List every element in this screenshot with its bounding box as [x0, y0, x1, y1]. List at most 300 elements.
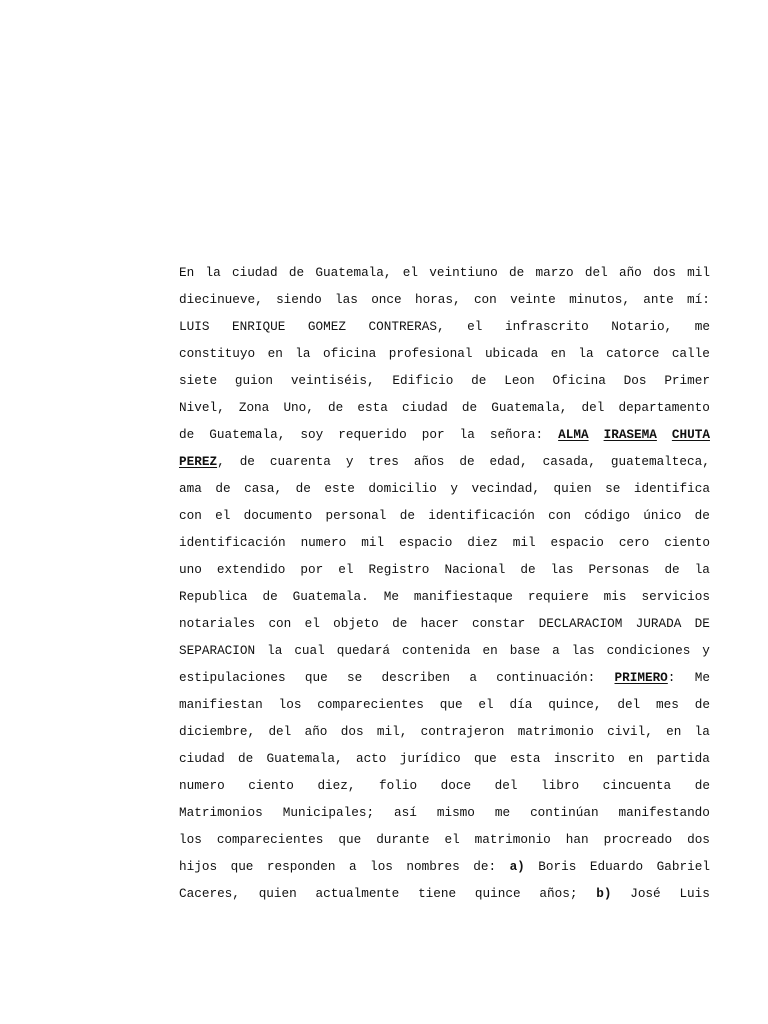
- text-run: de: [179, 427, 195, 442]
- word: [205, 262, 220, 289]
- text-run: de: [239, 454, 255, 469]
- word: [179, 289, 263, 316]
- word: [584, 505, 630, 532]
- text-run: diez: [467, 535, 498, 550]
- text-run: uno: [179, 562, 202, 577]
- word: [657, 748, 710, 775]
- text-run: manifestando: [618, 805, 710, 820]
- text-run: de: [288, 265, 305, 280]
- word: [346, 451, 354, 478]
- word: [389, 343, 473, 370]
- word: [326, 505, 387, 532]
- text-run: diciembre,: [179, 724, 256, 739]
- word: [469, 667, 477, 694]
- text-run: identificación: [179, 535, 286, 550]
- text-run: esta: [357, 400, 388, 415]
- word: [422, 424, 445, 451]
- text-run: y: [345, 454, 354, 469]
- text-run: la: [205, 265, 221, 280]
- text-run: el: [402, 265, 419, 280]
- text-run: cincuenta: [602, 778, 672, 793]
- text-run: de: [295, 481, 311, 496]
- text-run: dos: [687, 832, 710, 847]
- word: [179, 559, 202, 586]
- text-run: ama: [179, 481, 202, 496]
- text-run: Republica: [179, 589, 248, 604]
- text-run: edad,: [489, 454, 528, 469]
- text-run: veintiséis,: [290, 373, 375, 388]
- word: [496, 667, 595, 694]
- text-run: de: [694, 778, 710, 793]
- text-run: ENRIQUE: [232, 319, 286, 334]
- text-run: GOMEZ: [307, 319, 346, 334]
- word: [338, 424, 407, 451]
- text-run: mil: [361, 535, 385, 550]
- text-run: SEPARACION: [179, 643, 256, 658]
- text-run: DECLARACIOM: [538, 616, 623, 631]
- word: [296, 478, 311, 505]
- word: [276, 289, 322, 316]
- text-run: jurídico: [399, 751, 461, 766]
- word: [485, 343, 538, 370]
- word: [695, 694, 710, 721]
- text-run: así: [394, 805, 417, 820]
- word: [687, 829, 710, 856]
- text-run: guion: [234, 373, 273, 388]
- word: [421, 613, 459, 640]
- text-run: Personas: [588, 562, 650, 577]
- text-run: con: [268, 616, 292, 631]
- text-run: de: [664, 562, 680, 577]
- text-run: :: [667, 670, 676, 685]
- text-run: Uno,: [283, 400, 314, 415]
- word: [179, 397, 225, 424]
- word: [444, 559, 505, 586]
- text-run: Me: [383, 589, 399, 604]
- text-run: a: [348, 859, 357, 874]
- word: [179, 640, 255, 667]
- text-run: los: [179, 832, 202, 847]
- text-run: servicios: [641, 589, 710, 604]
- text-run: el: [215, 508, 231, 523]
- text-run: domicilio: [368, 481, 437, 496]
- text-run: de: [520, 562, 536, 577]
- text-run: folio: [379, 778, 418, 793]
- word: [510, 748, 540, 775]
- text-run: tiene: [418, 886, 457, 901]
- text-run: matrimonio: [474, 832, 551, 847]
- text-run: durante: [376, 832, 430, 847]
- word: [379, 775, 417, 802]
- text-run: día: [509, 697, 533, 712]
- word: [293, 586, 369, 613]
- text-line: [179, 505, 710, 532]
- text-run: procreado: [603, 832, 673, 847]
- word: [338, 829, 361, 856]
- text-run: ciudad: [402, 400, 448, 415]
- text-run: en: [666, 724, 682, 739]
- word: [510, 694, 533, 721]
- text-run: guatemalteca,: [610, 454, 710, 469]
- text-run: de: [399, 508, 415, 523]
- word: [653, 262, 676, 289]
- text-run: único: [643, 508, 682, 523]
- word: [589, 559, 650, 586]
- word: [406, 856, 459, 883]
- word: [179, 586, 248, 613]
- text-line: [179, 343, 710, 370]
- word: [611, 451, 710, 478]
- text-run: Edificio: [392, 373, 454, 388]
- word: [656, 694, 679, 721]
- word: [596, 883, 611, 910]
- text-run: esta: [510, 751, 541, 766]
- word: [232, 262, 278, 289]
- word: [371, 289, 401, 316]
- text-run: que: [439, 697, 463, 712]
- text-run: mil: [687, 265, 710, 280]
- word: [301, 532, 347, 559]
- word: [305, 613, 320, 640]
- word: [624, 370, 647, 397]
- word: [347, 667, 362, 694]
- text-run: casada,: [542, 454, 596, 469]
- word: [551, 343, 566, 370]
- text-run: por: [300, 562, 324, 577]
- word: [607, 721, 653, 748]
- text-run: en: [628, 751, 644, 766]
- text-run: mis: [603, 589, 627, 604]
- word: [217, 829, 324, 856]
- word: [402, 640, 471, 667]
- text-run: diecinueve,: [179, 292, 263, 307]
- word: [240, 451, 255, 478]
- word: [415, 289, 461, 316]
- text-run: tres: [368, 454, 399, 469]
- text-run: el: [338, 562, 354, 577]
- word: [279, 694, 302, 721]
- word: [628, 748, 643, 775]
- text-run: código: [584, 508, 630, 523]
- word: [619, 802, 710, 829]
- word: [316, 883, 400, 910]
- word: [361, 532, 384, 559]
- text-run: y: [450, 481, 459, 496]
- text-run: DE: [694, 616, 710, 631]
- text-run: Eduardo: [589, 859, 644, 874]
- word: [305, 721, 328, 748]
- text-run: veinte: [510, 292, 556, 307]
- word: [617, 694, 640, 721]
- text-run: Registro: [368, 562, 430, 577]
- text-run: años;: [539, 886, 578, 901]
- text-line: [179, 262, 710, 289]
- text-run: del: [584, 265, 608, 280]
- text-run: ciudad: [231, 265, 278, 280]
- text-run: Guatemala,: [209, 427, 286, 442]
- text-run: del: [268, 724, 292, 739]
- word: [179, 343, 255, 370]
- word: [179, 802, 263, 829]
- word: [687, 262, 710, 289]
- word: [558, 424, 588, 451]
- text-line: [179, 856, 710, 883]
- word: [641, 586, 710, 613]
- word: [268, 613, 291, 640]
- text-run: inscrito: [553, 751, 615, 766]
- word: [603, 775, 672, 802]
- text-run: extendido: [216, 562, 286, 577]
- word: [450, 478, 458, 505]
- word: [179, 370, 217, 397]
- text-run: las: [571, 643, 595, 658]
- word: [291, 370, 375, 397]
- word: [664, 532, 710, 559]
- text-run: estipulaciones: [179, 670, 286, 685]
- text-run: que: [230, 859, 254, 874]
- text-run: once: [371, 292, 402, 307]
- word: [283, 397, 313, 424]
- word: [317, 775, 355, 802]
- word: [679, 883, 709, 910]
- text-run: cual: [294, 643, 325, 658]
- word: [179, 667, 286, 694]
- text-run: de: [262, 589, 278, 604]
- word: [582, 397, 605, 424]
- word: [239, 397, 269, 424]
- text-run: la: [578, 346, 594, 361]
- text-run: cero: [618, 535, 650, 550]
- text-run: ciento: [664, 535, 710, 550]
- word: [467, 532, 497, 559]
- word: [209, 424, 285, 451]
- text-run: infrascrito: [504, 319, 589, 334]
- text-run: quien: [553, 481, 592, 496]
- text-run: a: [552, 643, 560, 658]
- word: [437, 802, 475, 829]
- text-run: catorce: [606, 346, 660, 361]
- word: [268, 721, 291, 748]
- text-run: Leon: [504, 373, 535, 388]
- word: [179, 316, 209, 343]
- word: [368, 451, 398, 478]
- word: [590, 856, 643, 883]
- text-run: condiciones: [606, 643, 691, 658]
- word: [428, 505, 535, 532]
- text-run: quince,: [548, 697, 602, 712]
- text-run: Notario,: [611, 319, 673, 334]
- word: [615, 667, 676, 694]
- word: [572, 640, 595, 667]
- word: [636, 613, 682, 640]
- text-run: partida: [656, 751, 710, 766]
- text-run: objeto: [333, 616, 379, 631]
- text-run: quince: [474, 886, 521, 901]
- text-run: espacio: [550, 535, 604, 550]
- word: [664, 559, 679, 586]
- word: [294, 640, 324, 667]
- text-run: Oficina: [552, 373, 606, 388]
- text-run: marzo: [535, 265, 574, 280]
- word: [235, 370, 273, 397]
- text-run: Dos: [623, 373, 647, 388]
- word: [414, 451, 444, 478]
- text-run: describen: [381, 670, 451, 685]
- word: [270, 451, 331, 478]
- text-run: personal: [325, 508, 387, 523]
- word: [548, 505, 571, 532]
- word: [259, 883, 297, 910]
- word: [607, 640, 691, 667]
- text-run: casa,: [244, 481, 283, 496]
- word: [400, 505, 415, 532]
- word: [333, 613, 379, 640]
- word: [695, 559, 710, 586]
- text-run: numero: [300, 535, 347, 550]
- text-run: espacio: [399, 535, 453, 550]
- word: [643, 505, 681, 532]
- word: [324, 478, 354, 505]
- word: [490, 451, 528, 478]
- text-run: ciudad: [179, 751, 225, 766]
- emphasized-text: CHUTA: [671, 427, 710, 442]
- text-line: [179, 289, 710, 316]
- text-run: quien: [258, 886, 297, 901]
- text-run: el: [304, 616, 320, 631]
- text-run: José: [630, 886, 661, 901]
- word: [554, 478, 592, 505]
- word: [377, 721, 407, 748]
- text-run: la: [459, 427, 475, 442]
- word: [604, 586, 627, 613]
- word: [368, 478, 437, 505]
- text-run: siendo: [276, 292, 322, 307]
- text-run: oficina: [322, 346, 377, 361]
- text-run: ciento: [248, 778, 294, 793]
- word: [520, 559, 535, 586]
- word: [619, 262, 642, 289]
- word: [538, 856, 576, 883]
- word: [634, 478, 710, 505]
- text-run: Nivel,: [179, 400, 225, 415]
- text-run: identifica: [633, 481, 710, 496]
- word: [473, 856, 496, 883]
- word: [459, 451, 474, 478]
- text-run: minutos,: [569, 292, 630, 307]
- text-run: en: [267, 346, 283, 361]
- text-run: de: [471, 373, 487, 388]
- word: [478, 694, 493, 721]
- emphasized-text: IRASEMA: [603, 427, 657, 442]
- text-line: [179, 613, 710, 640]
- word: [402, 397, 448, 424]
- text-run: nombres: [406, 859, 460, 874]
- word: [513, 532, 536, 559]
- word: [368, 316, 444, 343]
- text-run: de: [392, 616, 408, 631]
- emphasized-text: a): [509, 859, 525, 874]
- word: [179, 424, 194, 451]
- text-run: ubicada: [484, 346, 539, 361]
- text-run: con: [473, 292, 497, 307]
- text-run: Guatemala,: [315, 265, 392, 280]
- text-run: manifiestaque: [413, 589, 513, 604]
- text-run: Gabriel: [656, 859, 710, 874]
- text-line: [179, 640, 710, 667]
- text-line: [179, 586, 710, 613]
- text-run: por: [421, 427, 445, 442]
- word: [672, 424, 710, 451]
- text-run: de: [694, 508, 710, 523]
- word: [392, 370, 453, 397]
- text-run: de: [237, 751, 254, 766]
- word: [400, 748, 461, 775]
- word: [283, 802, 374, 829]
- word: [179, 613, 255, 640]
- text-run: año: [304, 724, 328, 739]
- word: [308, 316, 346, 343]
- text-run: mil,: [376, 724, 408, 739]
- word: [462, 397, 477, 424]
- text-run: documento: [243, 508, 313, 523]
- word: [643, 289, 673, 316]
- text-line: [179, 883, 710, 910]
- text-run: se: [605, 481, 621, 496]
- text-run: contenida: [402, 643, 471, 658]
- word: [578, 343, 593, 370]
- text-run: años: [413, 454, 445, 469]
- text-run: Luis: [679, 886, 710, 901]
- word: [403, 262, 418, 289]
- word: [472, 613, 525, 640]
- word: [528, 586, 589, 613]
- word: [440, 694, 463, 721]
- text-run: constar: [472, 616, 526, 631]
- emphasized-text: PEREZ: [179, 454, 218, 469]
- word: [474, 289, 497, 316]
- text-run: la: [295, 346, 311, 361]
- text-run: de: [509, 265, 525, 280]
- word: [349, 856, 357, 883]
- word: [510, 856, 525, 883]
- text-run: calle: [671, 346, 710, 361]
- word: [606, 343, 659, 370]
- word: [467, 316, 482, 343]
- word: [295, 343, 310, 370]
- text-run: en: [550, 346, 566, 361]
- text-run: ,: [217, 454, 225, 469]
- text-run: mí:: [687, 292, 710, 307]
- text-run: el: [478, 697, 494, 712]
- text-run: de: [215, 481, 231, 496]
- text-run: Guatemala,: [266, 751, 343, 766]
- word: [179, 775, 225, 802]
- word: [238, 748, 253, 775]
- text-run: el: [467, 319, 483, 334]
- text-run: CONTRERAS,: [368, 319, 445, 334]
- document-body-text: [179, 262, 710, 910]
- word: [338, 559, 353, 586]
- text-run: manifiestan: [179, 697, 263, 712]
- word: [300, 559, 323, 586]
- word: [666, 721, 681, 748]
- text-run: comparecientes: [317, 697, 424, 712]
- word: [551, 559, 574, 586]
- word: [539, 883, 577, 910]
- text-line: [179, 478, 710, 505]
- word: [267, 640, 282, 667]
- word: [231, 856, 254, 883]
